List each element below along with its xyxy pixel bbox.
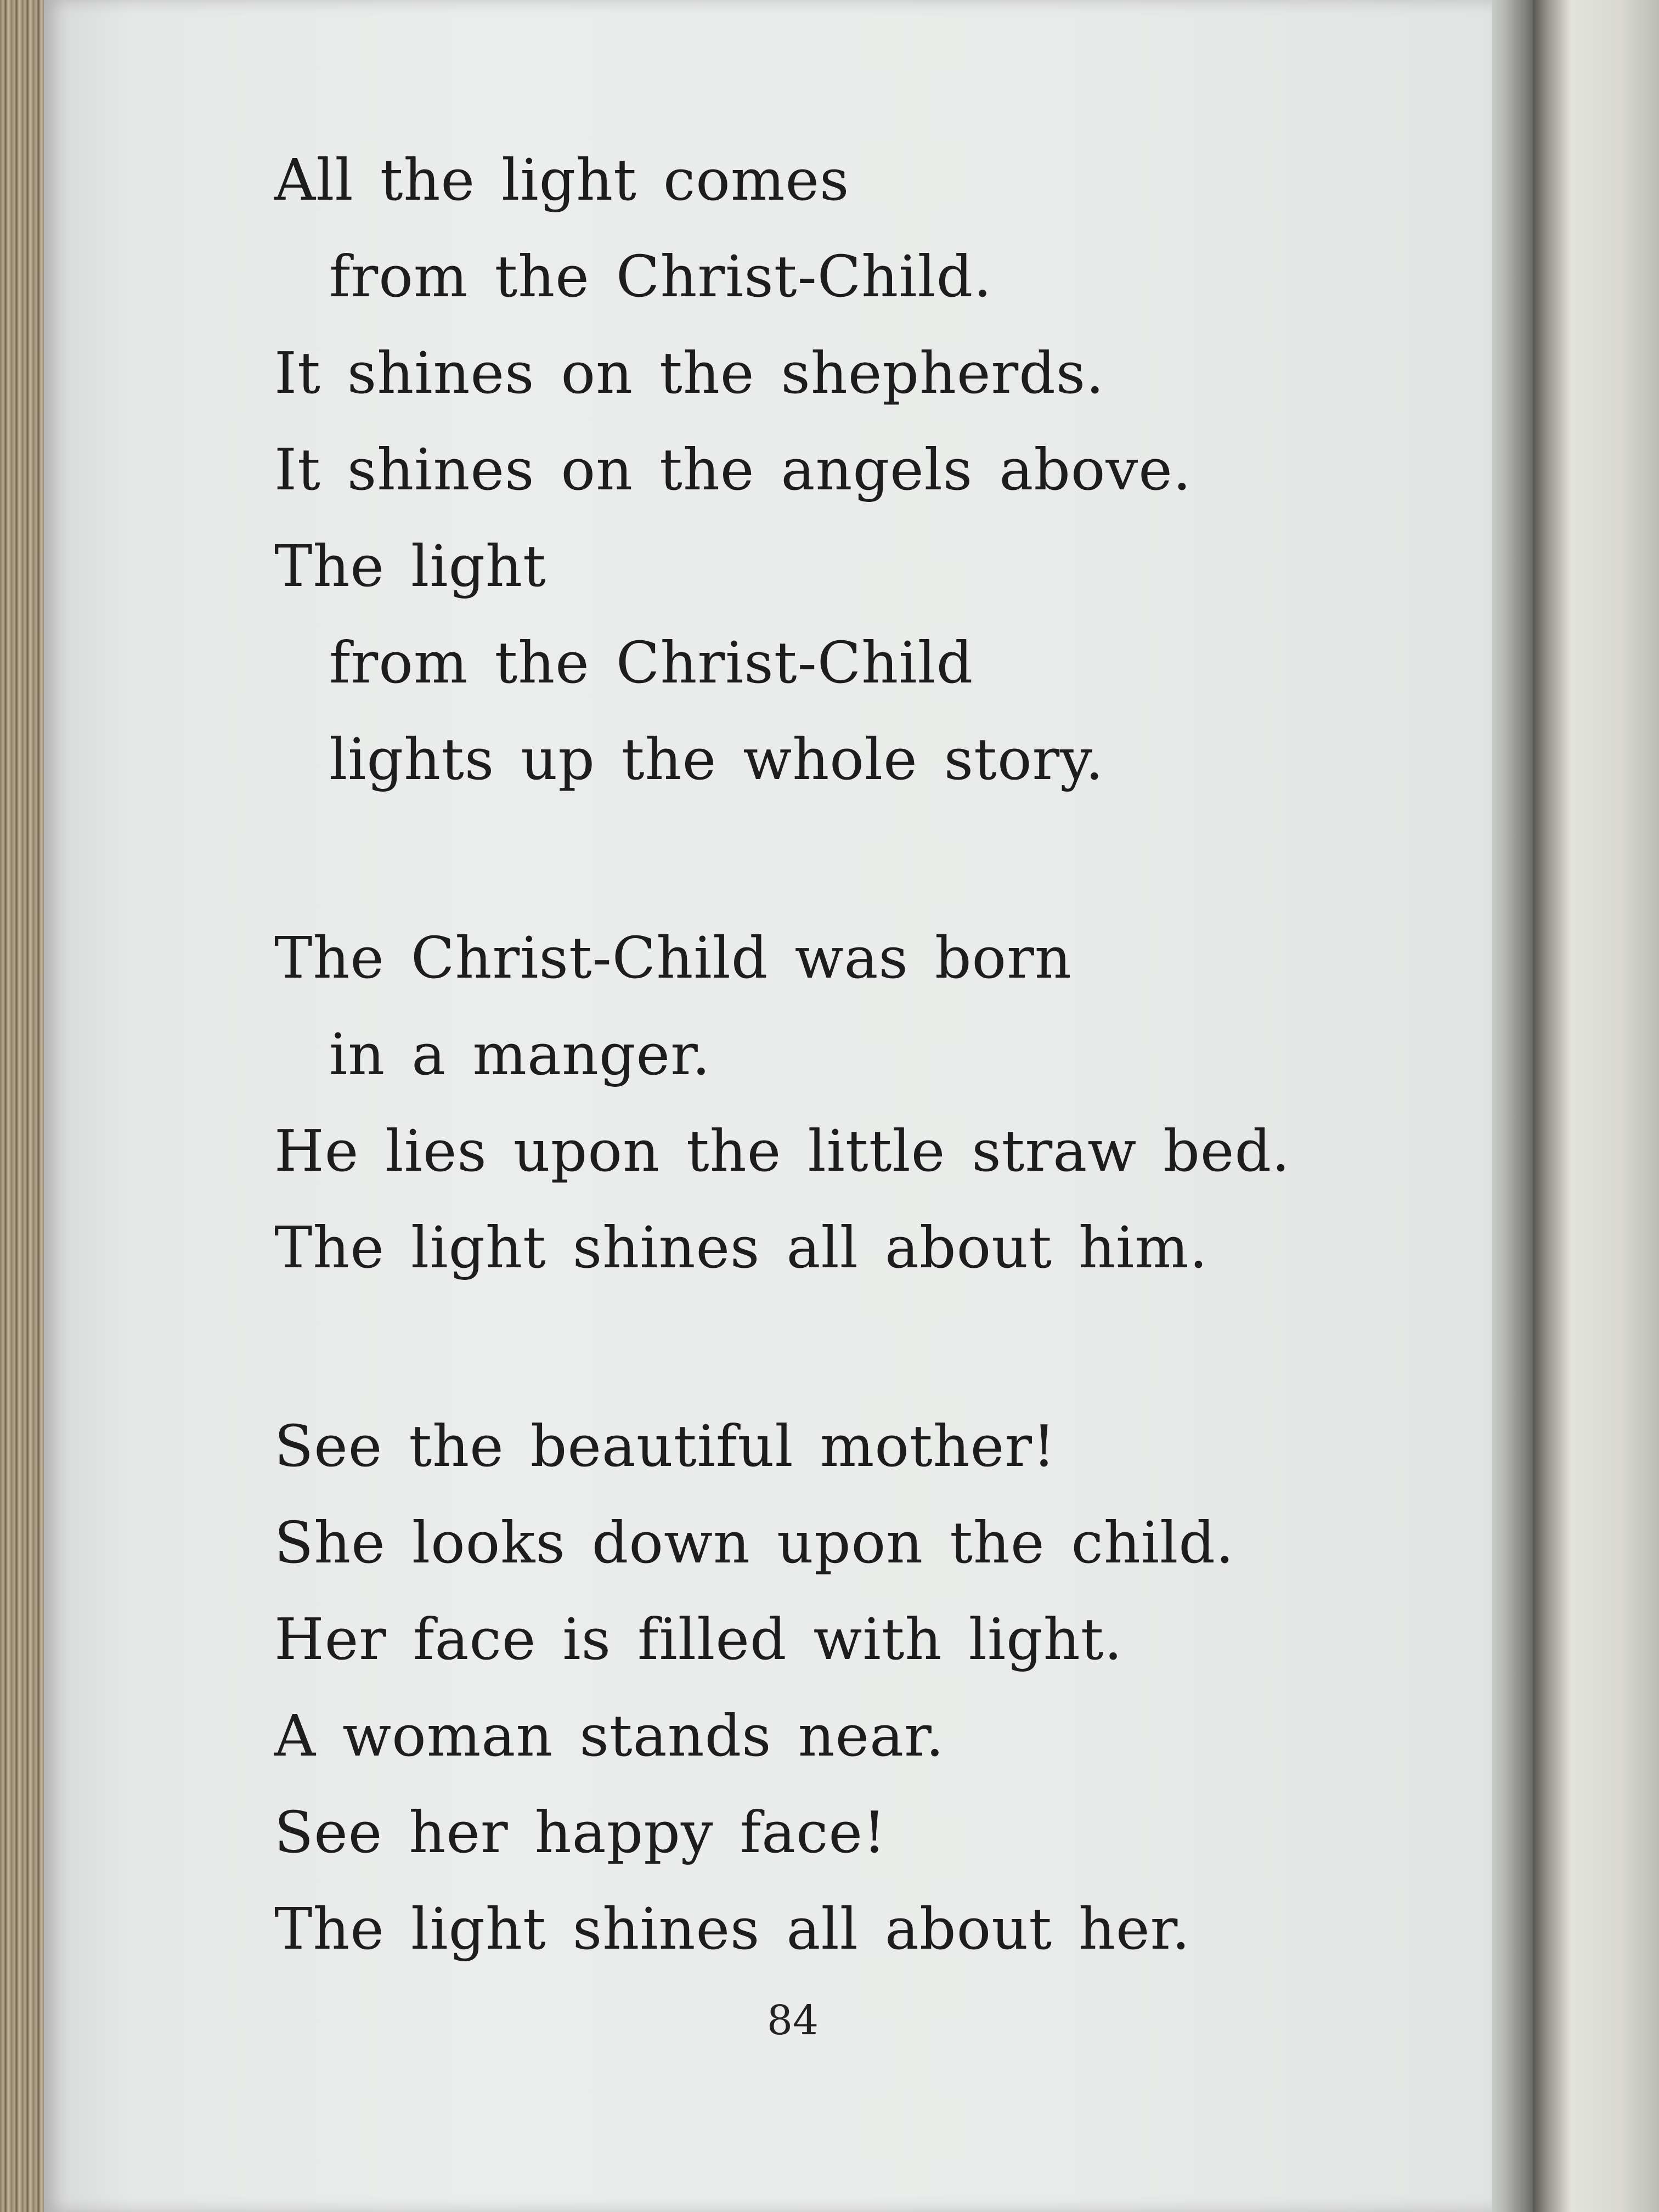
poem-line: in a manger.: [329, 1021, 711, 1088]
poem-line: from the Christ-Child.: [329, 243, 992, 310]
stanza-2: [274, 910, 1426, 1296]
page-number: 84: [766, 1997, 819, 2044]
poem-line: It shines on the angels above.: [274, 436, 1192, 503]
poem-line: lights up the whole story.: [329, 726, 1104, 793]
poem-line: See the beautiful mother!: [274, 1413, 1056, 1480]
stanza-1: [274, 132, 1426, 808]
poem-line: The light shines all about her.: [274, 1895, 1190, 1962]
poem-text: [274, 132, 1426, 2079]
poem-line: The light: [274, 533, 546, 600]
poem-line: He lies upon the little straw bed.: [274, 1118, 1291, 1184]
poem-line: A woman stands near.: [274, 1702, 945, 1769]
facing-page-edge: [1533, 0, 1659, 2212]
poem-line: All the light comes: [274, 146, 850, 213]
stanza-3: [274, 1398, 1426, 1977]
poem-line: It shines on the shepherds.: [274, 340, 1105, 407]
poem-line: See her happy face!: [274, 1799, 887, 1866]
poem-line: from the Christ-Child: [329, 629, 974, 696]
poem-line: The Christ-Child was born: [274, 924, 1072, 991]
poem-line: Her face is filled with light.: [274, 1606, 1123, 1673]
book-page: [44, 0, 1492, 2212]
poem-line: The light shines all about him.: [274, 1214, 1208, 1281]
poem-line: She looks down upon the child.: [274, 1509, 1234, 1576]
